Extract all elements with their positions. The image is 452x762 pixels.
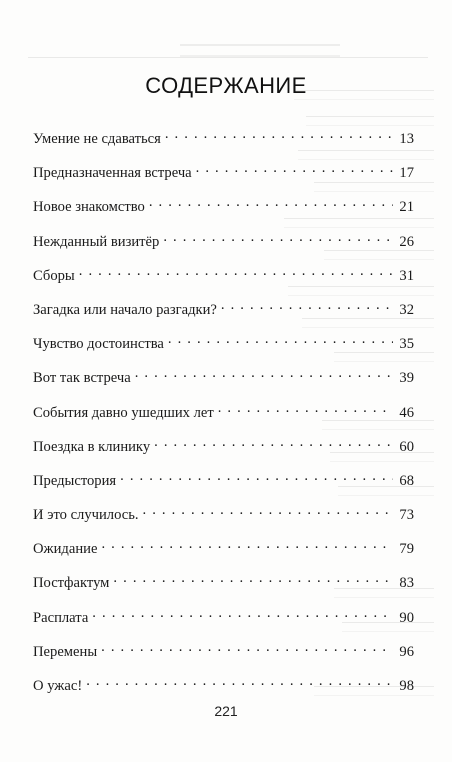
toc-entry bbox=[33, 503, 414, 537]
toc-entry bbox=[33, 571, 414, 605]
ghost-rule bbox=[28, 57, 428, 58]
toc-entry bbox=[33, 366, 414, 400]
toc-entry bbox=[33, 195, 414, 229]
ghost-header bbox=[180, 44, 340, 57]
dot-leader bbox=[149, 195, 394, 211]
toc-entry bbox=[33, 298, 414, 332]
toc-entry-page-number: 13 bbox=[399, 131, 414, 147]
dot-leader bbox=[143, 503, 394, 519]
dot-leader bbox=[86, 674, 393, 690]
toc-entry-title: Умение не сдаваться bbox=[33, 131, 161, 147]
toc-entry-title: О ужас! bbox=[33, 678, 83, 694]
toc-entry-page-number: 46 bbox=[399, 404, 414, 421]
toc-entry-title: Предназначенная встреча bbox=[33, 165, 192, 182]
page-number: 221 bbox=[214, 703, 238, 719]
toc-entry-title: Расплата bbox=[33, 609, 89, 626]
toc-entry-title: Нежданный визитёр bbox=[33, 233, 160, 250]
dot-leader bbox=[163, 230, 393, 246]
dot-leader bbox=[79, 264, 394, 280]
toc-entry-page-number: 96 bbox=[399, 643, 414, 660]
toc-entry bbox=[33, 127, 414, 161]
toc-entry-page-number: 83 bbox=[399, 575, 414, 592]
toc-entry bbox=[33, 606, 414, 640]
toc-entry-page-number: 90 bbox=[399, 609, 414, 626]
page-title: СОДЕРЖАНИЕ bbox=[145, 73, 307, 98]
dot-leader bbox=[154, 435, 393, 451]
dot-leader bbox=[221, 298, 394, 314]
toc-entry-page-number: 32 bbox=[399, 301, 414, 318]
dot-leader bbox=[135, 366, 394, 382]
toc-entry-page-number: 79 bbox=[399, 541, 414, 558]
dot-leader bbox=[196, 161, 394, 177]
toc-entry-title: Поездка в клинику bbox=[33, 438, 151, 455]
toc-entry bbox=[33, 469, 414, 503]
toc-entry-page-number: 17 bbox=[399, 165, 414, 182]
toc-entry bbox=[33, 161, 414, 195]
toc-entry-title: Чувство достоинства bbox=[33, 336, 164, 353]
dot-leader bbox=[113, 571, 393, 587]
toc-entry-title: Ожидание bbox=[33, 541, 98, 558]
toc-entry-page-number: 26 bbox=[399, 233, 414, 250]
toc-entry bbox=[33, 264, 414, 298]
dot-leader bbox=[101, 537, 393, 553]
toc-entry-page-number: 73 bbox=[399, 507, 414, 524]
toc-entry bbox=[33, 435, 414, 469]
dot-leader bbox=[120, 469, 393, 485]
toc-entry bbox=[33, 401, 414, 435]
toc-entry-page-number: 21 bbox=[399, 199, 414, 216]
toc-entry-title: Загадка или начало разгадки? bbox=[33, 301, 217, 318]
ghost-line bbox=[306, 116, 434, 126]
toc-entry-title: Перемены bbox=[33, 643, 98, 660]
toc-entry-page-number: 98 bbox=[399, 678, 414, 694]
dot-leader bbox=[218, 401, 394, 417]
dot-leader bbox=[168, 332, 394, 348]
toc-entry bbox=[33, 640, 414, 674]
toc-entry-page-number: 68 bbox=[399, 472, 414, 489]
toc-entry-page-number: 60 bbox=[399, 438, 414, 455]
toc-entry bbox=[33, 230, 414, 264]
toc-entry-title: И это случилось. bbox=[33, 507, 139, 524]
toc-entry-page-number: 31 bbox=[399, 267, 414, 284]
toc-entry-page-number: 35 bbox=[399, 336, 414, 353]
toc-entry-title: Вот так встреча bbox=[33, 370, 131, 387]
dot-leader bbox=[92, 606, 393, 622]
toc-entry-title: Сборы bbox=[33, 267, 75, 284]
dot-leader bbox=[165, 127, 394, 143]
toc-entry bbox=[33, 537, 414, 571]
toc-entry-page-number: 39 bbox=[399, 370, 414, 387]
toc-entry-title: Предыстория bbox=[33, 472, 117, 489]
toc-entry-title: События давно ушедших лет bbox=[33, 404, 214, 421]
toc-entry-title: Постфактум bbox=[33, 575, 110, 592]
toc-entry-title: Новое знакомство bbox=[33, 199, 145, 216]
toc-entry bbox=[33, 332, 414, 366]
dot-leader bbox=[101, 640, 393, 656]
table-of-contents bbox=[33, 127, 414, 708]
